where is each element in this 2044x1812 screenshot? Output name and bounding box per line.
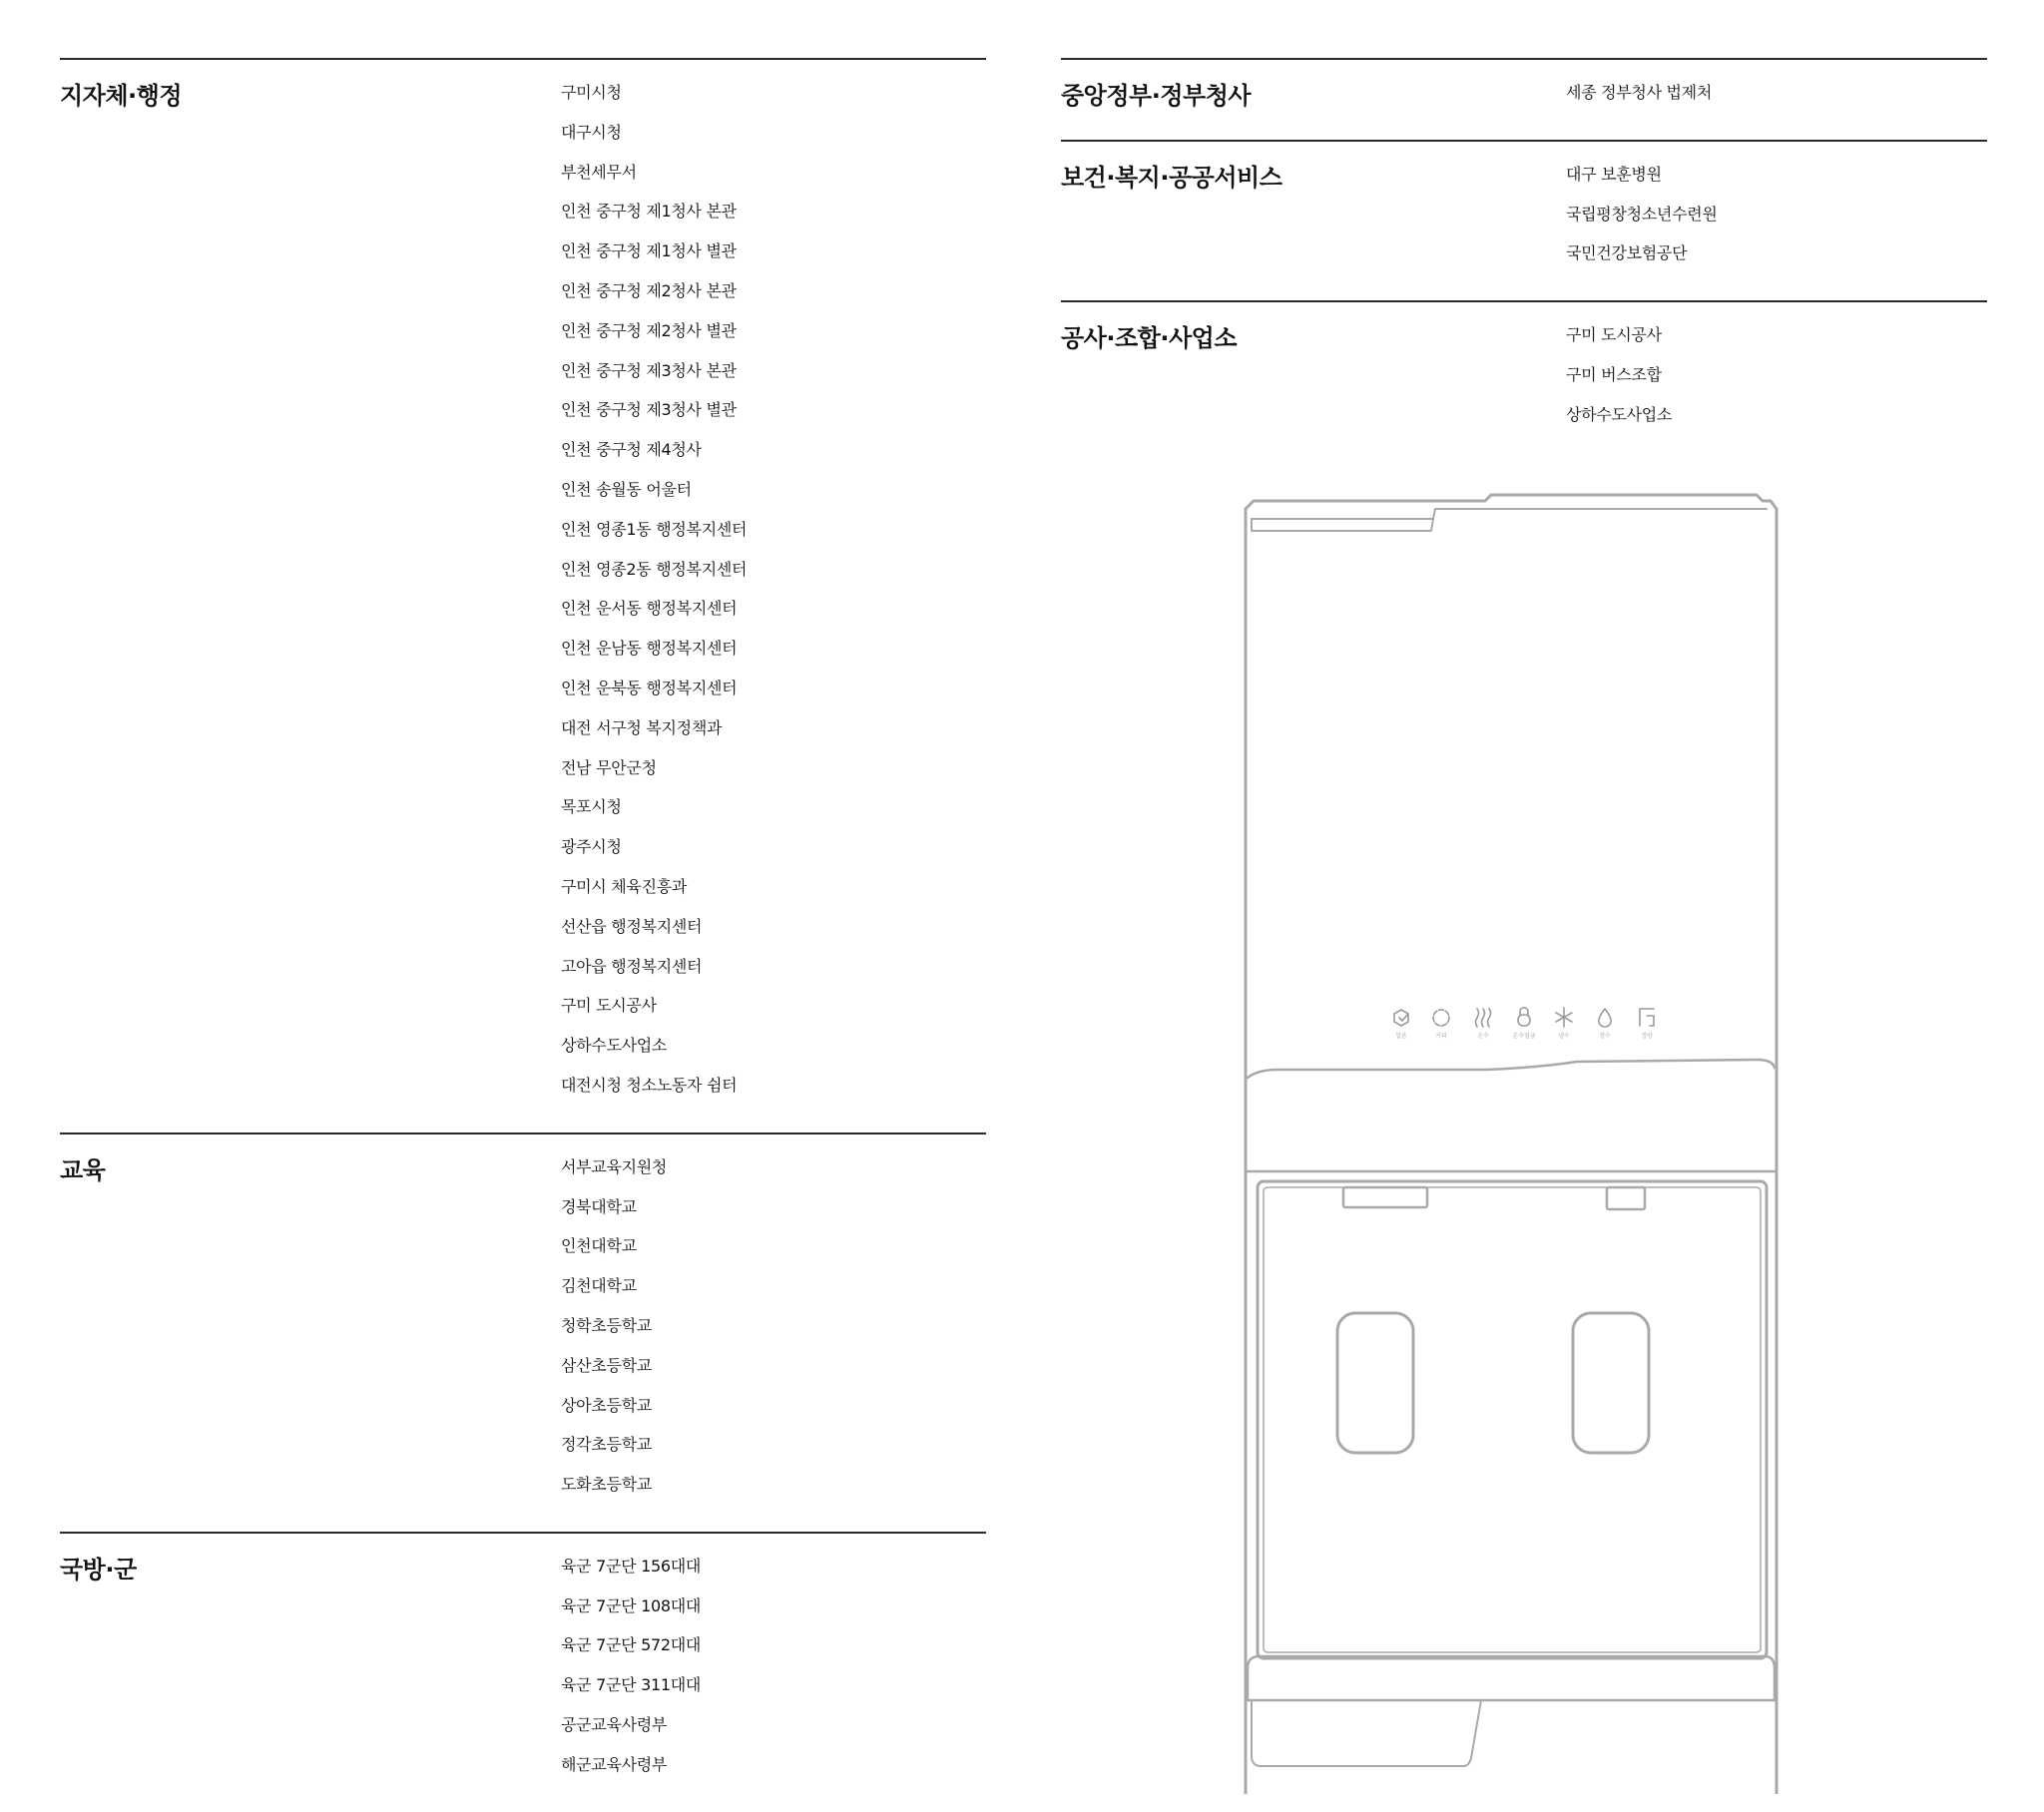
category-title: 국방·군 xyxy=(60,1555,137,1584)
institution-item: 구미시청 xyxy=(561,83,622,102)
category-section xyxy=(60,1532,986,1812)
panel-icons xyxy=(1394,1008,1654,1027)
category-section xyxy=(1061,300,1987,461)
institution-item: 김천대학교 xyxy=(561,1276,637,1296)
institution-item: 인천 중구청 제2청사 본관 xyxy=(561,280,737,300)
ice-icon xyxy=(1394,1010,1408,1026)
icon-label-hot-lock: 온수잠금 xyxy=(1512,1033,1536,1040)
institution-item: 인천 영종2동 행정복지센터 xyxy=(561,559,748,579)
right-cup-pad xyxy=(1573,1313,1649,1453)
category-title: 보건·복지·공공서비스 xyxy=(1061,163,1282,192)
right-nozzle xyxy=(1607,1187,1645,1209)
panel-icon-labels xyxy=(1395,1032,1653,1040)
purified-water-icon xyxy=(1599,1009,1611,1027)
institution-item: 인천 영종1동 행정복지센터 xyxy=(561,519,748,539)
institution-item: 인천 운북동 행정복지센터 xyxy=(561,678,738,697)
institution-item: 선산읍 행정복지센터 xyxy=(561,916,703,936)
icon-label-ice: 얼음 xyxy=(1395,1033,1407,1040)
category-title: 공사·조합·사업소 xyxy=(1061,324,1238,353)
icon-label-coffee: 커피 xyxy=(1435,1033,1447,1040)
institution-item: 정각초등학교 xyxy=(561,1435,652,1455)
icon-label-cold: 냉수 xyxy=(1558,1033,1570,1040)
right-column xyxy=(1061,58,1987,462)
institution-item: 구미 버스조합 xyxy=(1566,364,1662,384)
institution-item: 공군교육사령부 xyxy=(561,1715,668,1735)
cold-water-icon xyxy=(1556,1008,1572,1027)
left-cup-pad xyxy=(1337,1313,1413,1453)
control-panel-edge xyxy=(1248,1060,1775,1078)
left-nozzle xyxy=(1343,1187,1427,1207)
hot-water-icon xyxy=(1476,1009,1491,1027)
institution-item: 부천세무서 xyxy=(561,162,637,182)
institution-item: 구미 도시공사 xyxy=(561,996,657,1016)
icon-label-purified: 정수 xyxy=(1599,1033,1611,1040)
drip-tray xyxy=(1248,1656,1775,1700)
institution-item: 국립평창청소년수련원 xyxy=(1566,204,1718,224)
institution-item: 국민건강보험공단 xyxy=(1566,243,1688,263)
institution-item: 인천 중구청 제1청사 별관 xyxy=(561,241,737,261)
category-title: 교육 xyxy=(60,1155,106,1184)
category-section xyxy=(1061,140,1987,300)
institution-item: 인천 중구청 제4청사 xyxy=(561,440,702,460)
institution-item: 광주시청 xyxy=(561,837,622,857)
institution-item: 경북대학교 xyxy=(561,1196,637,1216)
institution-list xyxy=(60,1134,986,1532)
category-section xyxy=(1061,58,1987,140)
institution-item: 대전 서구청 복지정책과 xyxy=(561,717,723,737)
institution-item: 육군 7군단 311대대 xyxy=(561,1675,702,1695)
institution-item: 도화초등학교 xyxy=(561,1475,652,1495)
institution-item: 인천 운남동 행정복지센터 xyxy=(561,639,738,659)
institution-item: 세종 정부청사 법제처 xyxy=(1566,83,1712,102)
institution-item: 육군 7군단 572대대 xyxy=(561,1635,702,1655)
purifier-top-cap xyxy=(1246,495,1777,509)
institution-item: 인천 중구청 제2청사 별관 xyxy=(561,320,737,340)
icon-label-hot: 온수 xyxy=(1477,1033,1489,1040)
institution-item: 상하수도사업소 xyxy=(561,1036,668,1056)
institution-item: 인천대학교 xyxy=(561,1236,637,1256)
hot-water-lock-icon xyxy=(1518,1008,1530,1026)
institution-item: 육군 7군단 156대대 xyxy=(561,1556,702,1576)
institution-item: 인천 중구청 제3청사 별관 xyxy=(561,400,737,420)
institution-item: 육군 7군단 108대대 xyxy=(561,1595,702,1615)
institution-item: 인천 송월동 어울터 xyxy=(561,479,692,499)
water-purifier-illustration xyxy=(1238,489,1787,1794)
institution-item: 해군교육사령부 xyxy=(561,1754,668,1774)
institution-item: 대구시청 xyxy=(561,122,622,142)
institution-item: 대구 보훈병원 xyxy=(1566,164,1662,184)
institution-item: 상하수도사업소 xyxy=(1566,404,1673,424)
institution-item: 목포시청 xyxy=(561,797,622,817)
category-section xyxy=(60,1132,986,1532)
category-section xyxy=(60,58,986,1132)
institution-item: 구미시 체육진흥과 xyxy=(561,876,688,896)
institution-item: 인천 중구청 제1청사 본관 xyxy=(561,202,737,222)
dispensing-recess xyxy=(1258,1181,1767,1658)
volume-icon xyxy=(1640,1009,1654,1026)
institution-item: 인천 중구청 제3청사 본관 xyxy=(561,360,737,380)
institution-item: 인천 운서동 행정복지센터 xyxy=(561,599,738,619)
category-title: 지자체·행정 xyxy=(60,82,183,110)
icon-label-volume: 정량 xyxy=(1641,1033,1653,1040)
institution-item: 고아읍 행정복지센터 xyxy=(561,956,703,976)
institution-item: 서부교육지원청 xyxy=(561,1156,668,1176)
institution-list xyxy=(60,60,986,1132)
category-title: 중앙정부·정부청사 xyxy=(1061,82,1252,110)
institution-item: 상아초등학교 xyxy=(561,1395,652,1415)
institution-item: 삼산초등학교 xyxy=(561,1355,652,1375)
coffee-icon xyxy=(1433,1010,1449,1026)
institution-item: 전남 무안군청 xyxy=(561,757,657,777)
institution-item: 대전시청 청소노동자 쉼터 xyxy=(561,1075,738,1095)
institution-item: 구미 도시공사 xyxy=(1566,325,1662,345)
institution-list xyxy=(60,1534,986,1812)
purifier-body-outline xyxy=(1246,509,1777,1794)
left-column xyxy=(60,58,986,1812)
institution-item: 청학초등학교 xyxy=(561,1315,652,1335)
